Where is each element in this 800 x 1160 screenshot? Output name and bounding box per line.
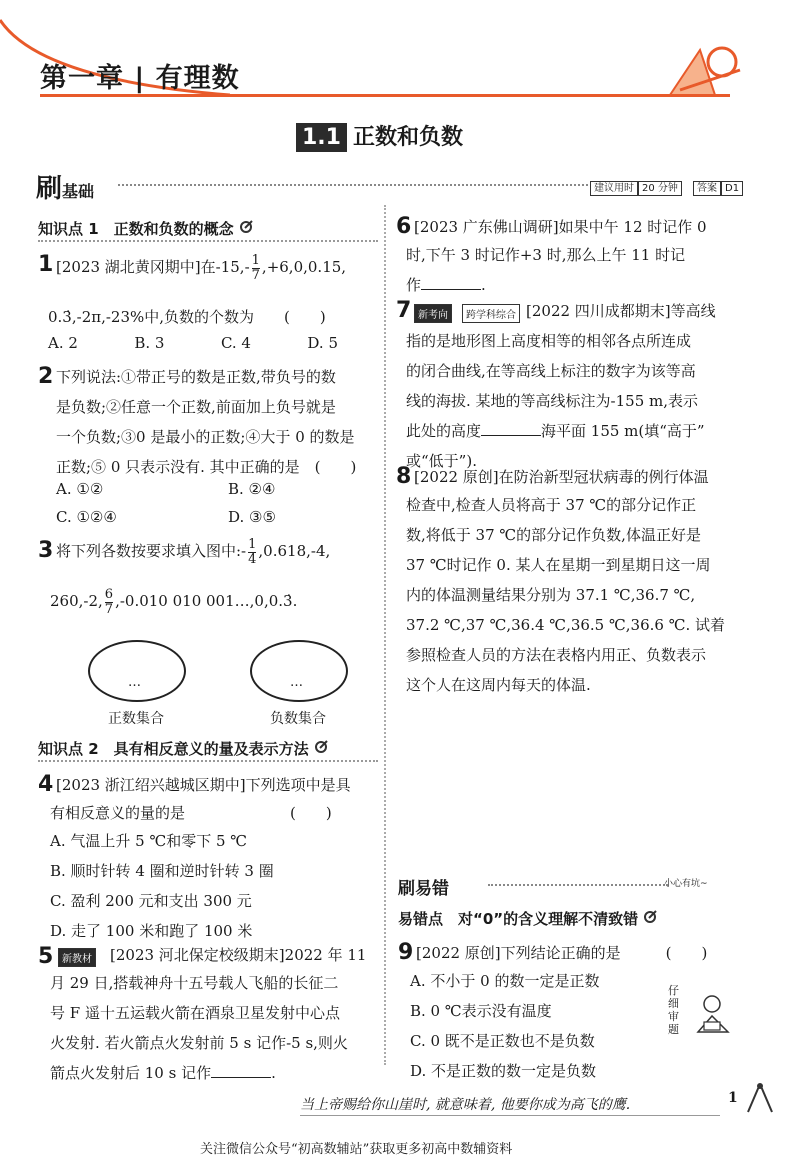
column-divider bbox=[384, 205, 386, 1065]
q6-answer-blank[interactable] bbox=[421, 275, 481, 290]
q2-line: 下列说法:①带正号的数是正数,带负号的数 bbox=[56, 368, 336, 386]
knowledge-point-1 bbox=[38, 218, 253, 239]
q5-number: 5 bbox=[38, 944, 54, 969]
q2-body-2 bbox=[56, 392, 356, 482]
section-title bbox=[296, 120, 463, 152]
time-label: 建议用时 bbox=[590, 181, 638, 196]
q9-options bbox=[410, 966, 599, 1086]
page-number: 1 bbox=[728, 1090, 738, 1106]
q4-options bbox=[50, 826, 274, 946]
q1-frac-den: 7 bbox=[251, 267, 260, 283]
q8-body bbox=[414, 462, 709, 492]
q4-option-c: C. 盈利 200 元和支出 300 元 bbox=[50, 892, 252, 910]
pen-icon bbox=[314, 740, 328, 754]
q2-option-b: B. ②④ bbox=[228, 480, 276, 498]
footer-rule bbox=[300, 1115, 720, 1116]
error-divider bbox=[488, 884, 668, 886]
q8-line: 37 ℃时记作 0. 某人在星期一到星期日这一周 bbox=[406, 556, 711, 574]
q6-line: 时,下午 3 时记作+3 时,那么上午 11 时记 bbox=[406, 246, 686, 264]
time-tag bbox=[590, 176, 743, 195]
q3-text-d: ,-0.010 010 001…,0,0.3̇. bbox=[115, 592, 298, 610]
q6-line: [2023 广东佛山调研]如果中午 12 时记作 0 bbox=[414, 218, 707, 236]
careful-reading-note: 仔细审题 bbox=[668, 984, 679, 1036]
q5-last-line bbox=[50, 1058, 348, 1088]
header-rule bbox=[40, 94, 730, 97]
q7-number: 7 bbox=[396, 298, 412, 323]
q8-line: 37.2 ℃,37 ℃,36.4 ℃,36.5 ℃,36.6 ℃. 试着 bbox=[406, 616, 726, 634]
q1-number: 1 bbox=[38, 252, 54, 277]
q5-line: 月 29 日,搭载神舟十五号载人飞船的长征二 bbox=[50, 974, 339, 992]
q7-mid: 海平面 155 m(填“高于” bbox=[541, 422, 705, 440]
error-prone-title: 刷易错 bbox=[398, 879, 449, 899]
q1-option-d: D. 5 bbox=[307, 334, 338, 352]
q2-line: 一个负数;③0 是最小的正数;④大于 0 的数是 bbox=[56, 428, 355, 446]
q1-line1 bbox=[56, 252, 346, 283]
q8-line: 参照检查人员的方法在表格内用正、负数表示 bbox=[406, 646, 707, 664]
q1-option-b: B. 3 bbox=[134, 334, 165, 352]
q4-option-a: A. 气温上升 5 ℃和零下 5 ℃ bbox=[50, 832, 248, 850]
q2-line: 是负数;②任意一个正数,前面加上负号就是 bbox=[56, 398, 336, 416]
q1-line2: 0.3̇,-2π,-23%中,负数的个数为 ( ) bbox=[48, 308, 326, 326]
q3-fraction-1 bbox=[248, 538, 256, 567]
q8-line: 内的体温测量结果分别为 37.1 ℃,36.7 ℃, bbox=[406, 586, 696, 604]
q7-answer-blank[interactable] bbox=[481, 421, 541, 436]
negative-set-label: 负数集合 bbox=[270, 711, 326, 727]
q4-line: [2023 浙江绍兴越城区期中]下列选项中是具 bbox=[56, 776, 351, 794]
q7-new-direction-badge: 新考向 bbox=[414, 304, 452, 323]
q3-text-a: 将下列各数按要求填入图中:- bbox=[56, 542, 247, 560]
kp2-title: 知识点 2 具有相反意义的量及表示方法 bbox=[38, 740, 309, 758]
time-value: 20 分钟 bbox=[638, 181, 682, 196]
q7-cross-discipline-badge: 跨学科综合 bbox=[462, 304, 520, 323]
error-prone-heading bbox=[398, 874, 449, 899]
pen-icon bbox=[239, 220, 253, 234]
q9-option-c: C. 0 既不是正数也不是负数 bbox=[410, 1032, 595, 1050]
q5-answer-blank[interactable] bbox=[211, 1063, 271, 1078]
answer-page: D1 bbox=[721, 181, 743, 196]
q8-body-2 bbox=[406, 490, 725, 700]
q3-line1 bbox=[56, 536, 330, 567]
q1-options bbox=[48, 328, 378, 358]
q4-body-2 bbox=[50, 798, 332, 828]
section-title-text: 正数和负数 bbox=[352, 125, 463, 150]
knowledge-point-2 bbox=[38, 738, 328, 759]
q7-line: 线的海拔. 某地的等高线标注为-155 m,表示 bbox=[406, 392, 698, 410]
q7-blank-line bbox=[406, 416, 705, 446]
positive-set-dots: … bbox=[128, 675, 141, 690]
chapter-title: 第一章 | 有理数 bbox=[40, 63, 240, 94]
q9-number: 9 bbox=[398, 940, 414, 965]
q1-text-b: ,+6,0,0.15, bbox=[261, 258, 347, 276]
q5-line: 号 F 遥十五运载火箭在酒泉卫星发射中心点 bbox=[50, 1004, 340, 1022]
q3-frac1-num: 1 bbox=[248, 536, 257, 552]
q7-line: 指的是地形图上高度相等的相邻各点所连成 bbox=[406, 332, 692, 350]
compass-icon bbox=[742, 1080, 778, 1116]
q3-fraction-2 bbox=[105, 588, 113, 617]
q9-option-b: B. 0 ℃表示没有温度 bbox=[410, 1002, 552, 1020]
q4-option-d: D. 走了 100 米和跑了 100 米 bbox=[50, 922, 253, 940]
pen-icon bbox=[643, 910, 657, 924]
q3-frac2-num: 6 bbox=[104, 586, 114, 602]
brush-label: 刷 bbox=[36, 174, 63, 204]
q2-number: 2 bbox=[38, 364, 54, 389]
kp1-title: 知识点 1 正数和负数的概念 bbox=[38, 220, 234, 238]
footer-quote: 当上帝赐给你山崖时, 就意味着, 他要你成为高飞的鹰. bbox=[300, 1097, 631, 1113]
q6-end: . bbox=[481, 276, 486, 294]
q8-line: 检查中,检查人员将高于 37 ℃的部分记作正 bbox=[406, 496, 697, 514]
q4-number: 4 bbox=[38, 772, 54, 797]
basics-heading bbox=[36, 168, 94, 205]
q6-body bbox=[414, 212, 707, 242]
q3-frac2-den: 7 bbox=[104, 601, 114, 617]
q1-option-a: A. 2 bbox=[48, 334, 78, 352]
q5-line: 火发射. 若火箭点火发射前 5 s 记作-5 s,则火 bbox=[50, 1034, 348, 1052]
dotted-divider bbox=[118, 184, 588, 186]
q8-line: 数,将低于 37 ℃的部分记作负数,体温正好是 bbox=[406, 526, 701, 544]
q5-line: [2023 河北保定校级期末]2022 年 11 bbox=[110, 946, 367, 964]
q9-stem: [2022 原创]下列结论正确的是 ( ) bbox=[416, 944, 708, 962]
q3-line2 bbox=[50, 586, 297, 617]
geometry-tools-icon bbox=[660, 40, 750, 100]
student-reading-icon bbox=[690, 990, 736, 1036]
q3-text-b: ,0.618,-4, bbox=[258, 542, 331, 560]
q7-line: [2022 四川成都期末]等高线 bbox=[526, 302, 716, 320]
q1-text-a: [2023 湖北黄冈期中]在-15,- bbox=[56, 258, 250, 276]
q7-line: 此处的高度 bbox=[406, 422, 482, 440]
q9-option-a: A. 不小于 0 的数一定是正数 bbox=[410, 972, 600, 990]
q6-number: 6 bbox=[396, 214, 412, 239]
q8-line: [2022 原创]在防治新型冠状病毒的例行体温 bbox=[414, 468, 709, 486]
q9-option-d: D. 不是正数的数一定是负数 bbox=[410, 1062, 597, 1080]
q1-frac-num: 1 bbox=[251, 252, 260, 268]
q2-body bbox=[56, 362, 336, 392]
section-number: 1.1 bbox=[296, 123, 347, 152]
error-point bbox=[398, 908, 657, 929]
q7-line: 的闭合曲线,在等高线上标注的数字为该等高 bbox=[406, 362, 696, 380]
q8-line: 这个人在这周内每天的体温. bbox=[406, 676, 591, 694]
kp2-underline bbox=[38, 760, 378, 762]
answer-label: 答案 bbox=[693, 181, 721, 196]
q8-number: 8 bbox=[396, 464, 412, 489]
q4-line: 有相反意义的量的是 ( ) bbox=[50, 804, 332, 822]
error-point-title: 易错点 对“0”的含义理解不清致错 bbox=[398, 910, 639, 928]
error-subtitle: 小心有坑~ bbox=[664, 879, 708, 889]
bottom-note: 关注微信公众号“初高数辅站”获取更多初高中数辅资料 bbox=[200, 1142, 513, 1157]
q7-body bbox=[406, 326, 705, 476]
brush-sub-label: 基础 bbox=[62, 182, 95, 201]
q5-end: . bbox=[271, 1064, 276, 1082]
q4-body bbox=[56, 770, 351, 800]
q4-option-b: B. 顺时针转 4 圈和逆时针转 3 圈 bbox=[50, 862, 274, 880]
q2-option-a: A. ①② bbox=[56, 480, 104, 498]
q3-frac1-den: 4 bbox=[248, 551, 257, 567]
q2-line: 正数;⑤ 0 只表示没有. 其中正确的是 ( ) bbox=[56, 458, 357, 476]
q3-number: 3 bbox=[38, 538, 54, 563]
kp1-underline bbox=[38, 240, 378, 242]
q5-body bbox=[50, 968, 348, 1088]
q1-fraction bbox=[252, 254, 260, 283]
q7-line: 或“低于”). bbox=[406, 452, 477, 470]
q5-line: 箭点火发射后 10 s 记作 bbox=[50, 1064, 212, 1082]
q6-body-2 bbox=[406, 240, 685, 300]
q2-option-c: C. ①②④ bbox=[56, 508, 117, 526]
q6-line: 作 bbox=[406, 276, 422, 294]
q1-option-c: C. 4 bbox=[220, 334, 251, 352]
q3-text-c: 260,-2, bbox=[50, 592, 103, 610]
positive-set-label: 正数集合 bbox=[108, 711, 164, 727]
q2-option-d: D. ③⑤ bbox=[228, 508, 276, 526]
negative-set-dots: … bbox=[290, 675, 303, 690]
q5-new-textbook-badge: 新教材 bbox=[58, 948, 96, 967]
